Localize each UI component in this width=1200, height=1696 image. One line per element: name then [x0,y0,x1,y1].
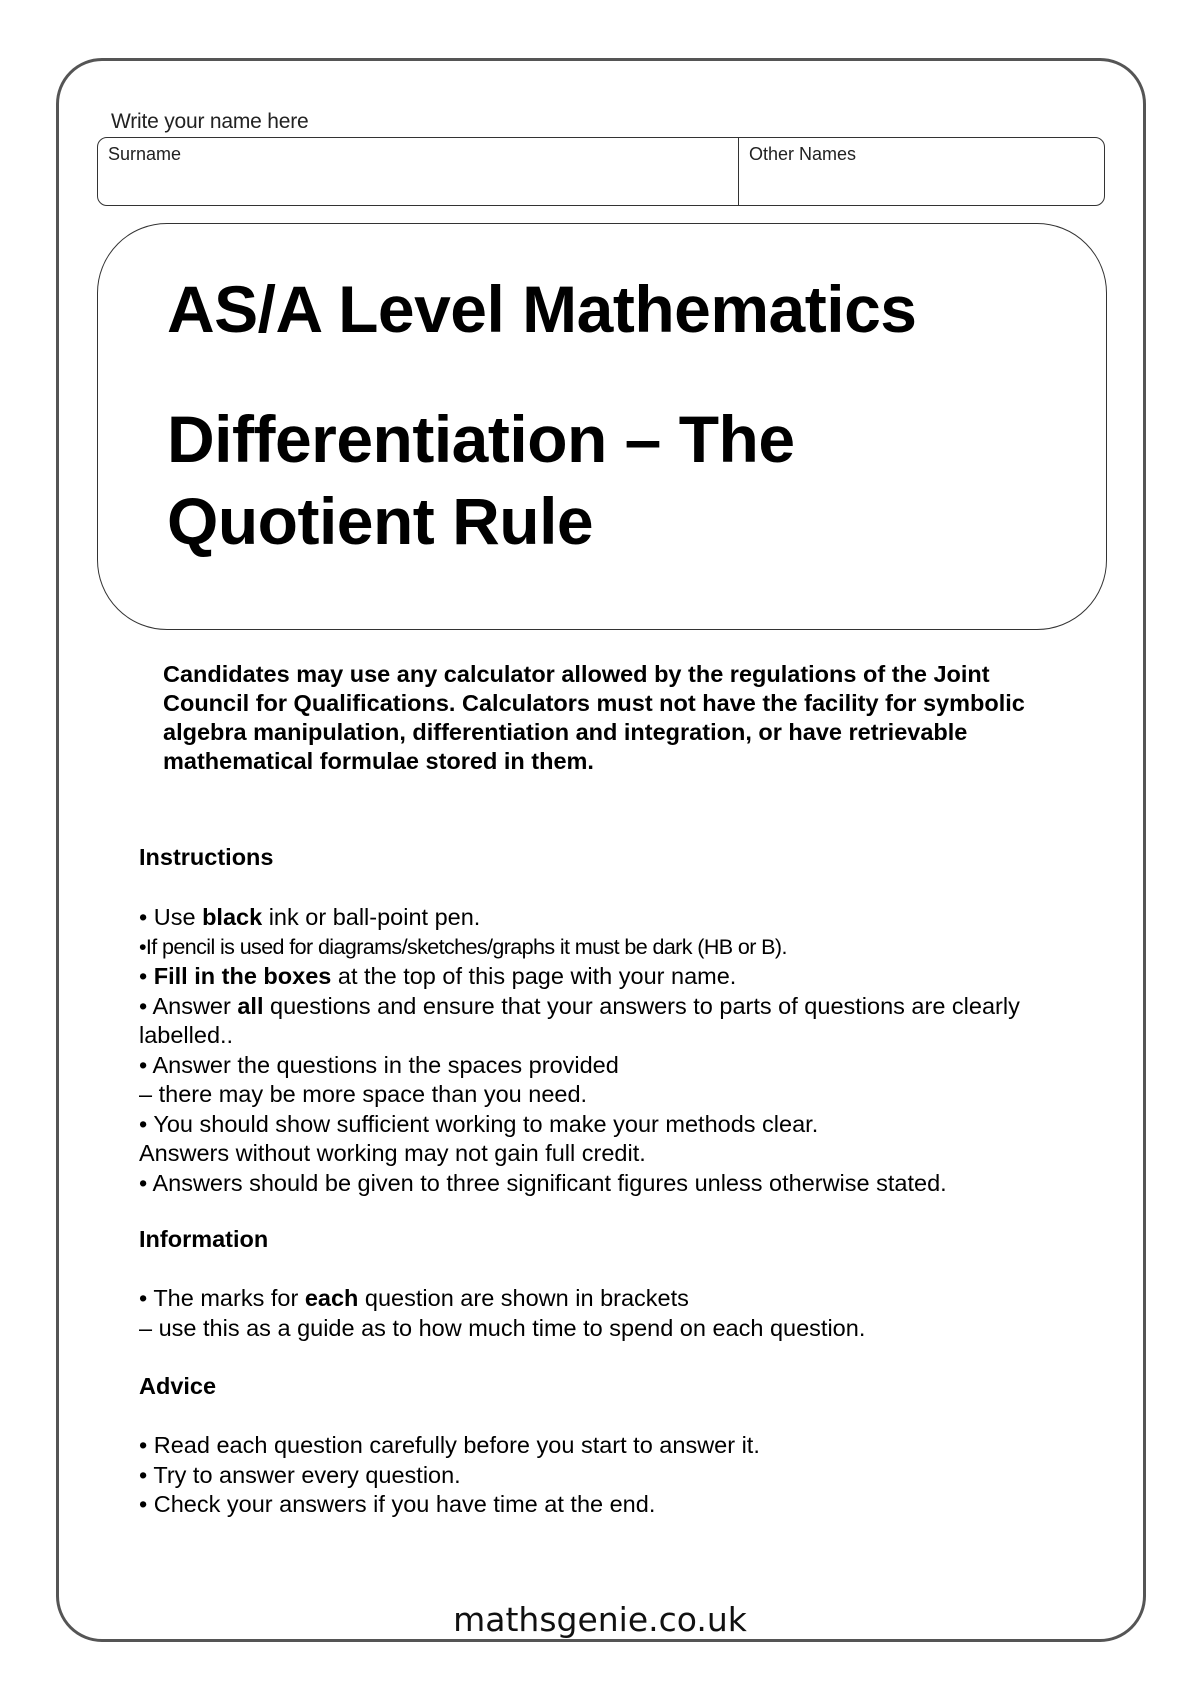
list-item: • You should show sufficient working to make your methods clear. [139,1110,819,1137]
surname-field[interactable] [98,138,739,205]
information-heading: Information [139,1226,269,1252]
list-item: • Answer the questions in the spaces provided [139,1051,619,1078]
list-item: • Use black ink or ball-point pen. [139,904,481,930]
list-item: •If pencil is used for diagrams/sketches/graphs it must be dark (HB or B). [139,934,787,959]
list-item: – there may be more space than you need. [139,1081,588,1107]
advice-heading: Advice [139,1373,217,1399]
name-fields [97,137,1105,206]
page-subtitle: Differentiation – The Quotient Rule [167,402,795,558]
information-section [139,1225,1099,1255]
advice-section [139,1372,1099,1402]
list-item: – use this as a guide as to how much time to spend on each question. [139,1314,866,1341]
advice-list [139,1431,1099,1520]
instructions-list [139,903,1099,1198]
calculator-notice: Candidates may use any calculator allowed by the regulations of the Joint Council for Qualifications. Calculators must not have the facility for symbolic algebra manipulation, differentiation and integration, or have retrievable mathematical formulae stored in them. [163,661,1025,774]
instructions-heading: Instructions [139,844,274,870]
list-item: • Check your answers if you have time at the end. [139,1491,656,1517]
surname-label: Surname [108,144,182,164]
instructions-section [139,843,1099,873]
list-item: • Read each question carefully before you start to answer it. [139,1432,760,1458]
list-item: • Try to answer every question. [139,1461,461,1488]
name-caption: Write your name here [111,110,309,133]
other-names-field[interactable] [739,138,1104,205]
list-item: • The marks for each question are shown in brackets [139,1285,689,1311]
list-item: • Answer all questions and ensure that your answers to parts of questions are clearly labelled.. [139,992,1020,1048]
list-item: • Answers should be given to three significant figures unless otherwise stated. [139,1169,947,1196]
other-names-label: Other Names [749,144,857,164]
list-item: Answers without working may not gain full credit. [139,1140,646,1166]
information-list [139,1284,1099,1343]
footer-site-name: mathsgenie.co.uk [453,1600,747,1639]
page-title: AS/A Level Mathematics [167,272,917,346]
list-item: • Fill in the boxes at the top of this page with your name. [139,963,737,989]
